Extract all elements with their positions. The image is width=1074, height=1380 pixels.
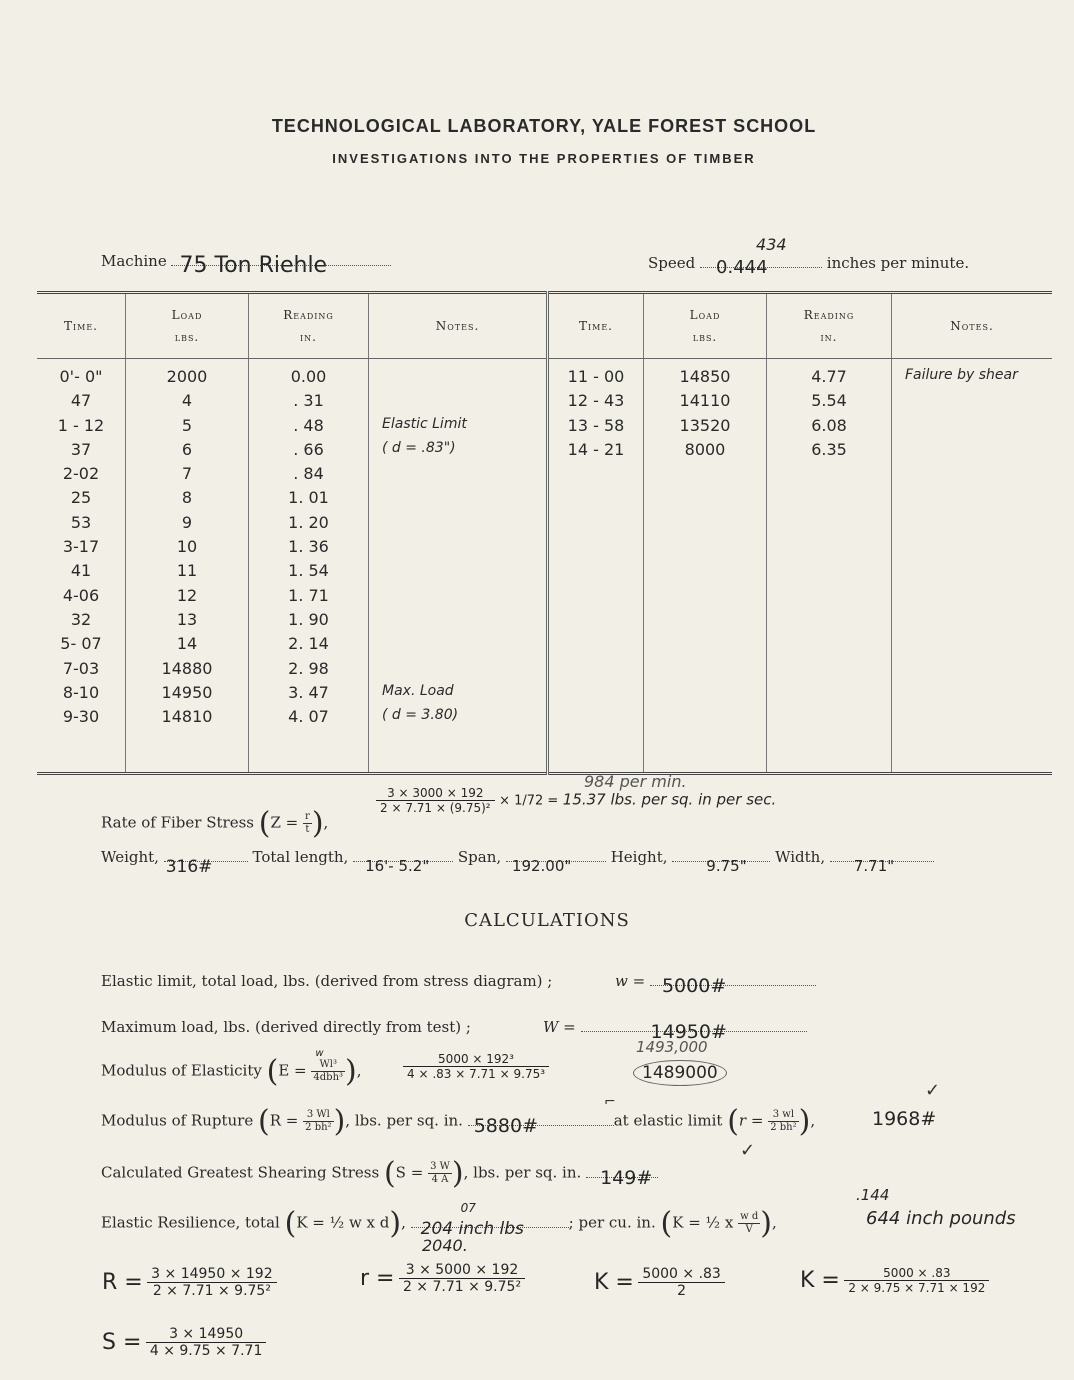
worked-K2 [800,1266,989,1295]
shearing-stress-label: Calculated Greatest Shearing Stress [101,1163,380,1182]
machine-row [101,252,391,278]
table-cell: 0.00 [290,367,327,386]
max-load-row [101,1018,471,1036]
note-cell [370,513,545,537]
table-cell: . 31 [293,391,324,411]
table-cell: 14110 [679,391,731,411]
right-notes-column [892,359,1053,774]
table-cell: . 84 [293,464,324,484]
modulus-elasticity-formula-den: 4dbh³ [313,1072,344,1083]
table-cell: 1. 90 [288,609,329,629]
modulus-elasticity-value: 1489000 [633,1060,727,1086]
check-mark-icon: ✓ [740,1140,756,1161]
col-load-2: Load lbs. [644,293,767,359]
table-cell: 5- 07 [60,634,102,654]
shearing-stress-formula-lhs: S = [395,1163,424,1182]
modulus-rupture-elastic-label: at elastic limit [613,1111,723,1130]
worked-K2-lhs: K = [800,1268,840,1293]
resilience-label: Elastic Resilience, total [101,1213,280,1232]
span-label: Span, [457,848,502,866]
resilience-percu-value: 644 inch pounds [866,1208,1016,1229]
elastic-limit-label: Elastic limit, total load, lbs. (derived from stress diagram) ; [101,972,553,990]
elastic-limit-value: 5000# [661,975,727,997]
table-cell: . 66 [293,439,324,459]
note-cell [370,367,545,391]
table-cell: 12 - 43 [567,391,625,411]
table-cell: 1 - 12 [57,415,105,435]
modulus-rupture-elastic-value: 1968# [872,1108,937,1130]
fiber-stress-calc-num: 3 × 3000 × 192 [376,786,495,801]
shearing-stress-formula-num: 3 W [430,1161,450,1172]
worked-S-lhs: S = [102,1330,142,1355]
table-cell: 11 [176,561,198,581]
length-value: 16'- 5.2" [365,857,430,875]
modulus-rupture-value: 5880# [473,1114,538,1137]
table-cell: 4. 07 [288,707,329,727]
tick-mark-icon: ⌐ [604,1094,616,1110]
worked-R-num: 3 × 14950 × 192 [147,1266,276,1283]
table-cell: 4.77 [811,367,847,386]
note-cell [370,561,545,585]
note-cell [893,416,1051,440]
modulus-elasticity-formula-num: Wl³ [319,1059,337,1070]
table-cell: 53 [70,512,92,532]
fiber-stress-formula-num: r [305,811,310,822]
height-label: Height, [610,848,668,866]
table-cell: 47 [70,391,92,411]
note-cell [370,610,545,634]
modulus-elasticity-calc-num: 5000 × 192³ [403,1052,549,1067]
table-cell: 1. 20 [288,512,329,532]
table-cell: 1. 54 [288,561,329,581]
note-cell [370,464,545,488]
right-load-column [644,359,767,774]
table-cell: 5 [181,415,193,435]
modulus-elasticity-calc [403,1052,549,1081]
table-cell: 14810 [161,707,213,727]
note-cell: Max. Load [382,682,454,699]
modulus-elasticity-correction: 1493,000 [636,1038,708,1056]
worked-r-lhs: r = [360,1266,395,1291]
height-value: 9.75" [706,857,747,875]
table-cell: 13 - 58 [567,415,625,435]
note-cell: ( d = 3.80) [382,707,459,724]
lab-title: TECHNOLOGICAL LABORATORY, YALE FOREST SCHOOL [271,116,817,136]
elastic-limit-row [101,972,552,990]
worked-K1-den: 2 [677,1283,687,1299]
span-value: 192.00" [511,857,572,875]
resilience-formula: K = ½ w x d [296,1213,390,1232]
machine-value: 75 Ton Riehle [179,253,328,278]
modulus-elasticity-calc-den: 4 × .83 × 7.71 × 9.75³ [407,1067,546,1081]
table-cell: 41 [70,561,92,581]
note-cell: Elastic Limit [382,415,467,432]
table-cell: 3-17 [62,537,100,557]
resilience-percu-num: w d [740,1211,759,1222]
modulus-rupture-label: Modulus of Rupture [101,1111,254,1130]
table-cell: 4 [181,391,193,411]
modulus-rupture-elastic-lhs: r = [738,1111,764,1130]
worked-S-num: 3 × 14950 [146,1326,267,1343]
calculations-title: CALCULATIONS [464,910,630,931]
table-cell: 1. 71 [288,585,329,605]
table-cell: . 48 [293,415,324,435]
note-cell: ( d = .83") [382,439,456,456]
worked-R-lhs: R = [102,1270,143,1295]
left-notes-column [369,359,548,774]
worked-S-den: 4 × 9.75 × 7.71 [149,1343,263,1359]
fiber-stress-formula-lhs: Z = [270,813,299,832]
table-cell: 7 [181,464,193,484]
note-cell [370,659,545,683]
resilience-row: Elastic Resilience, total (K = ½ w x d), 204 inch lbs 07 ; per cu. in. (K = ½ x $\frac{\text{w d}}{V}$ ), [101,1200,777,1241]
worked-K1-num: 5000 × .83 [638,1266,725,1283]
table-cell: 8-10 [62,682,100,702]
worked-K2-den: 2 × 9.75 × 7.71 × 192 [848,1281,986,1295]
max-load-value: 14950# [650,1021,727,1043]
note-cell [370,391,545,415]
modulus-rupture-formula-num: 3 Wl [303,1109,333,1122]
table-cell: 6.08 [811,415,847,435]
note-cell [370,488,545,512]
worked-R [102,1266,277,1299]
modulus-rupture-row: Modulus of Rupture (R = $\frac{3 Wl}{\text{2 bh²}}$ ), lbs. per sq. in. 5880# at elastic limit (r = $\frac{3 wl}{\text{2 bh²}}$ ), [101,1104,816,1139]
table-cell: 25 [70,488,92,508]
fiber-stress-formula-den: t [305,824,310,835]
check-mark-icon: ✓ [925,1080,941,1101]
table-cell: 1. 01 [288,488,329,508]
table-cell: 0'- 0" [59,367,103,386]
table-cell: 2-02 [62,464,100,484]
table-cell: 10 [176,537,198,557]
table-cell: 2. 14 [288,634,329,654]
table-cell: 14 - 21 [567,439,625,459]
col-time: Time. [37,293,126,359]
table-cell: 37 [70,439,92,459]
table-cell: 9 [181,512,193,532]
table-cell: 14850 [679,367,731,386]
lab-subtitle: INVESTIGATIONS INTO THE PROPERTIES OF TIMBER [332,151,756,166]
resilience-value-mark: 07 [460,1200,476,1215]
col-notes: Notes. [369,293,548,359]
elastic-limit-symbol: w = [615,972,646,990]
weight-label: Weight, [101,848,159,866]
note-cell [370,586,545,610]
table-cell: 6.35 [811,439,847,459]
worked-K1 [594,1266,725,1299]
right-reading-column [767,359,892,774]
table-cell: 5.54 [811,391,847,411]
left-time-column [37,359,126,774]
dimensions-row [101,848,934,877]
table-cell: 13520 [679,415,731,435]
speed-correction: 434 [756,235,787,254]
test-log-table [37,291,1052,775]
resilience-value-correction: 2040. [422,1236,468,1255]
modulus-elasticity-formula-lhs: E = [278,1061,307,1080]
modulus-rupture-formula-lhs: R = [269,1111,299,1130]
modulus-elasticity-row: Modulus of Elasticity (E = w Wl³ 4dbh³ ), [101,1048,362,1089]
worked-r-num: 3 × 5000 × 192 [399,1262,525,1279]
note-cell [370,634,545,658]
machine-label: Machine [101,252,167,270]
col-notes-2: Notes. [892,293,1053,359]
note-cell [893,391,1051,415]
table-cell: 3. 47 [288,682,329,702]
speed-label: Speed [648,254,696,272]
max-load-value-row [543,1018,807,1043]
table-cell: 14880 [161,658,213,678]
width-label: Width, [775,848,826,866]
speed-value: 0.444 [716,257,768,278]
width-value: 7.71" [853,857,895,875]
elastic-limit-value-row [615,972,816,997]
modulus-rupture-elastic-num: 3 wl [768,1109,798,1122]
fiber-stress-calc [376,786,776,815]
fiber-stress-row: Rate of Fiber Stress (Z = $\frac{r}{t}$ ), [101,806,329,841]
resilience-percu-correction: .144 [856,1186,890,1204]
speed-units: inches per minute. [826,254,970,272]
col-reading: Reading in. [249,293,369,359]
max-load-label: Maximum load, lbs. (derived directly from test) ; [101,1018,471,1036]
worked-r [360,1262,525,1295]
table-cell: 32 [70,609,92,629]
shearing-stress-value: 149# [600,1166,653,1189]
modulus-elasticity-formula-mark: w [315,1048,324,1059]
resilience-percu-lhs: K = ½ x [672,1213,734,1232]
right-time-column [548,359,644,774]
modulus-rupture-formula-den: 2 bh² [305,1122,332,1133]
fiber-stress-label: Rate of Fiber Stress [101,813,254,832]
fiber-stress-note: 984 per min. [584,772,687,791]
note-cell: Failure by shear [905,367,1018,383]
weight-value: 316# [165,857,213,877]
shearing-stress-row: Calculated Greatest Shearing Stress (S = $\frac{3 W}{4 A}$ ), lbs. per sq. in. 149# [101,1156,658,1191]
col-load: Load lbs. [126,293,249,359]
col-reading-2: Reading in. [767,293,892,359]
resilience-percu-label: ; per cu. in. [568,1213,656,1232]
table-cell: 1. 36 [288,537,329,557]
table-cell: 8000 [684,439,726,459]
table-cell: 2. 98 [288,658,329,678]
fiber-stress-result: 15.37 lbs. per sq. in per sec. [562,790,777,809]
max-load-symbol: W = [543,1018,576,1036]
worked-S [102,1326,266,1359]
modulus-rupture-units: , lbs. per sq. in. [345,1111,463,1130]
modulus-rupture-elastic-den: 2 bh² [770,1122,797,1133]
table-cell: 9-30 [62,707,100,727]
worked-K2-num: 5000 × .83 [844,1266,989,1281]
worked-R-den: 2 × 7.71 × 9.75² [152,1283,271,1299]
col-time-2: Time. [548,293,644,359]
table-cell: 14 [176,634,198,654]
table-cell: 14950 [161,682,213,702]
table-cell: 13 [176,609,198,629]
table-cell: 8 [181,488,193,508]
worked-r-den: 2 × 7.71 × 9.75² [402,1279,522,1295]
table-cell: 7-03 [62,658,100,678]
note-cell [893,440,1051,464]
resilience-percu-den: V [745,1224,753,1235]
shearing-stress-units: , lbs. per sq. in. [463,1163,582,1182]
worked-K1-lhs: K = [594,1270,634,1295]
fiber-stress-calc-mult: × 1/72 = [499,793,559,809]
shearing-stress-formula-den: 4 A [431,1174,449,1185]
table-cell: 2000 [166,367,208,386]
table-cell: 12 [176,585,198,605]
table-cell: 4-06 [62,585,100,605]
left-load-column [126,359,249,774]
fiber-stress-calc-den: 2 × 7.71 × (9.75)² [380,801,491,815]
table-cell: 6 [181,439,193,459]
table-cell: 11 - 00 [567,367,625,386]
resilience-value: 204 inch lbs [420,1218,524,1239]
length-label: Total length, [252,848,349,866]
left-reading-column [249,359,369,774]
speed-row [648,235,970,278]
note-cell [370,537,545,561]
modulus-elasticity-label: Modulus of Elasticity [101,1061,262,1080]
